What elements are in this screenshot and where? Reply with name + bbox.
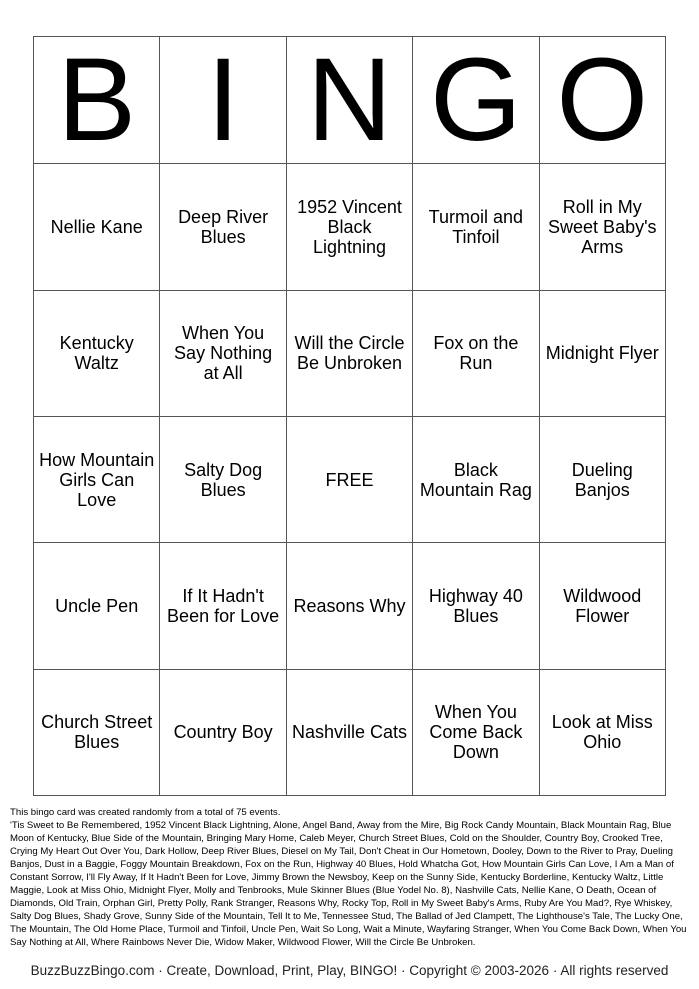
bingo-cell: Nashville Cats xyxy=(286,669,412,795)
card-footer-notes xyxy=(10,806,690,949)
bingo-cell: Nellie Kane xyxy=(34,164,160,290)
bingo-cell: Dueling Banjos xyxy=(539,416,665,542)
bingo-cell: When You Come Back Down xyxy=(413,669,539,795)
bingo-cell: Will the Circle Be Unbroken xyxy=(286,290,412,416)
bingo-cell: Deep River Blues xyxy=(160,164,286,290)
header-letter-o: O xyxy=(539,37,665,164)
bingo-cell: Roll in My Sweet Baby's Arms xyxy=(539,164,665,290)
header-letter-b: B xyxy=(34,37,160,164)
bingo-cell: When You Say Nothing at All xyxy=(160,290,286,416)
header-letter-g: G xyxy=(413,37,539,164)
bingo-cell: Midnight Flyer xyxy=(539,290,665,416)
bingo-card xyxy=(33,36,666,796)
bingo-cell: If It Hadn't Been for Love xyxy=(160,543,286,669)
event-list: 'Tis Sweet to Be Remembered, 1952 Vincent Black Lightning, Alone, Angel Band, Away from the Mire, Big Rock Candy Mountain, Black Mountain Rag, Blue Moon of Kentucky, Blue Side of the Mountain, Bringing Mary Home, Caleb Meyer, Church Street Blues, Cold on the Shoulder, Country Boy, Crooked Tree, Crying My Heart Out Over You, Dark Hollow, Deep River Blues, Diesel on My Tail, Don't Cheat in Our Hometown, Dooley, Down to the River to Pray, Dueling Banjos, Dust in a Baggie, Foggy Mountain Breakdown, Fox on the Run, Highway 40 Blues, Hold Whatcha Got, How Mountain Girls Can Love, I Am a Man of Constant Sorrow, I'll Fly Away, If It Hadn't Been for Love, Jimmy Brown the Newsboy, Keep on the Sunny Side, Kentucky Borderline, Kentucky Waltz, Little Maggie, Look at Miss Ohio, Midnight Flyer, Molly and Tenbrooks, Mule Skinner Blues (Blue Yodel No. 8), Nashville Cats, Nellie Kane, O Death, Ocean of Diamonds, Old Train, Orphan Girl, Pretty Polly, Rank Stranger, Reasons Why, Rocky Top, Roll in My Sweet Baby's Arms, Ruby Are You Mad?, Rye Whiskey, Salty Dog Blues, Shady Grove, Sunny Side of the Mountain, Tell It to Me, Tennessee Stud, The Ballad of Jed Clampett, The Lighthouse's Tale, The Lucky One, The Mountain, The Old Home Place, Turmoil and Tinfoil, Uncle Pen, Wait So Long, Wait a Minute, Wayfaring Stranger, When You Come Back Down, When You Say Nothing at All, Where Rainbows Never Die, Widow Maker, Wildwood Flower, Will the Circle Be Unbroken. xyxy=(10,820,687,948)
copyright-line: BuzzBuzzBingo.com · Create, Download, Print, Play, BINGO! · Copyright © 2003-2026 · All rights reserved xyxy=(30,963,669,978)
bingo-row-1 xyxy=(34,164,666,290)
bingo-cell: Kentucky Waltz xyxy=(34,290,160,416)
bingo-header-row xyxy=(34,37,666,164)
bingo-cell: Fox on the Run xyxy=(413,290,539,416)
bingo-row-2 xyxy=(34,290,666,416)
bingo-cell: Look at Miss Ohio xyxy=(539,669,665,795)
bingo-cell: 1952 Vincent Black Lightning xyxy=(286,164,412,290)
bingo-cell: Black Mountain Rag xyxy=(413,416,539,542)
bingo-cell: Highway 40 Blues xyxy=(413,543,539,669)
bingo-row-3 xyxy=(34,416,666,542)
free-space-cell: FREE xyxy=(286,416,412,542)
header-letter-n: N xyxy=(286,37,412,164)
bingo-cell: Turmoil and Tinfoil xyxy=(413,164,539,290)
bingo-cell: Church Street Blues xyxy=(34,669,160,795)
bingo-cell: Wildwood Flower xyxy=(539,543,665,669)
bingo-cell: Country Boy xyxy=(160,669,286,795)
bingo-row-5 xyxy=(34,669,666,795)
bingo-row-4 xyxy=(34,543,666,669)
event-count-note: This bingo card was created randomly from a total of 75 events. xyxy=(10,807,281,818)
bingo-cell: How Mountain Girls Can Love xyxy=(34,416,160,542)
bingo-cell: Salty Dog Blues xyxy=(160,416,286,542)
bingo-cell: Uncle Pen xyxy=(34,543,160,669)
header-letter-i: I xyxy=(160,37,286,164)
bingo-cell: Reasons Why xyxy=(286,543,412,669)
